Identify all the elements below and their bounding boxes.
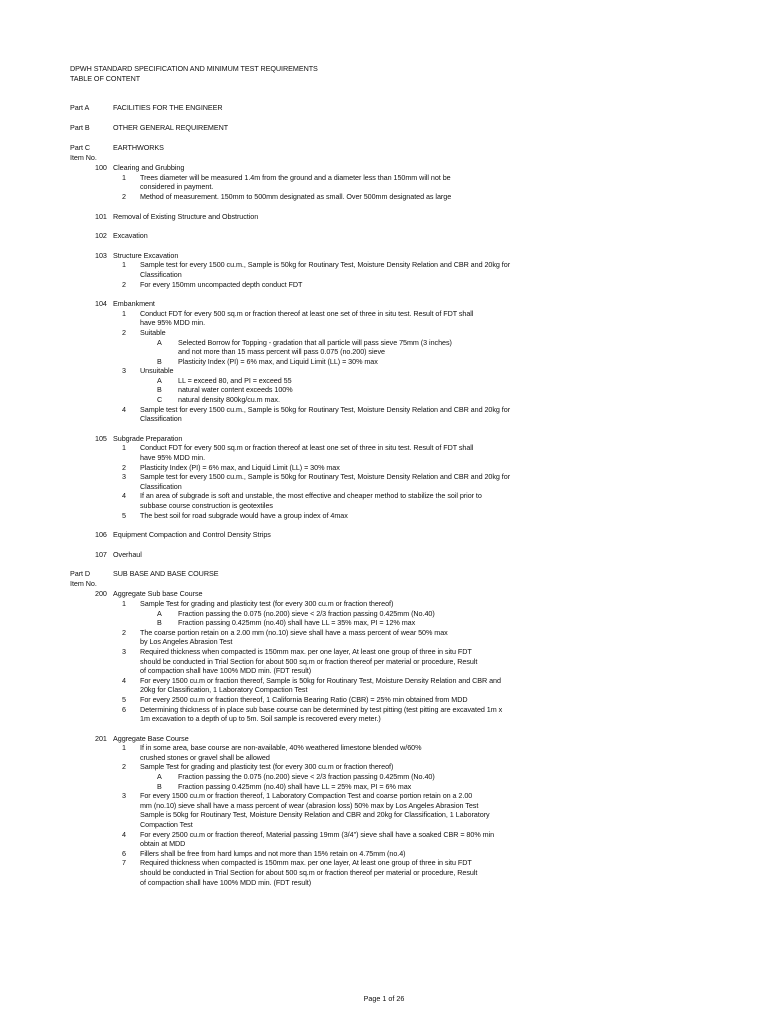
sub-item-text: Trees diameter will be measured 1.4m from the ground and a diameter less than 150mm will not be xyxy=(140,172,451,182)
sub-item-text: Conduct FDT for every 500 sq.m or fraction thereof at least one set of three in situ test. Result of FDT shall xyxy=(140,443,474,453)
sub-sub-item-letter: A xyxy=(157,375,162,385)
document-subtitle: TABLE OF CONTENT xyxy=(70,73,141,83)
item-number: 102 xyxy=(95,231,107,241)
item-title: Equipment Compaction and Control Density Strips xyxy=(113,530,271,540)
sub-sub-item xyxy=(70,395,710,405)
document-title: DPWH STANDARD SPECIFICATION AND MINIMUM TEST REQUIREMENTS xyxy=(70,64,318,73)
sub-item-number: 3 xyxy=(122,791,126,801)
sub-item-number: 2 xyxy=(122,462,126,472)
sub-item-text-cont: Compaction Test xyxy=(140,820,193,830)
part-name: EARTHWORKS xyxy=(113,143,164,153)
sub-sub-item-letter: B xyxy=(157,385,162,395)
sub-item xyxy=(70,599,710,609)
sub-item xyxy=(70,309,710,328)
sub-item xyxy=(70,762,710,772)
sub-item-text: For every 1500 cu.m or fraction thereof, Sample is 50kg for Routinary Test, Moisture Density Relation and CBR and xyxy=(140,675,501,685)
sub-item-text: For every 2500 cu.m or fraction thereof, Material passing 19mm (3/4") sieve shall have a soaked CBR = 80% min xyxy=(140,829,495,839)
sub-item-number: 6 xyxy=(122,848,126,858)
sub-sub-item-letter: B xyxy=(157,618,162,628)
item-title: Subgrade Preparation xyxy=(113,433,183,443)
sub-item-number: 1 xyxy=(122,260,126,270)
sub-item-number: 6 xyxy=(122,704,126,714)
item-101 xyxy=(70,212,710,222)
item-number: 106 xyxy=(95,530,107,540)
sub-item-number: 2 xyxy=(122,191,126,201)
sub-item-text-cont: obtain at MDD xyxy=(140,839,186,849)
sub-item-text-cont: of compaction shall have 100% MDD min. (FDT result) xyxy=(140,666,312,676)
part-d xyxy=(70,569,710,579)
sub-sub-item-letter: A xyxy=(157,772,162,782)
sub-item-number: 1 xyxy=(122,308,126,318)
sub-item xyxy=(70,260,710,279)
sub-item-text: Method of measurement. 150mm to 500mm designated as small. Over 500mm designated as large xyxy=(140,191,452,201)
item-title: Overhaul xyxy=(113,549,142,559)
sub-item-text: If in some area, base course are non-available, 40% weathered limestone blended w/60% xyxy=(140,743,422,753)
sub-sub-item-letter: A xyxy=(157,337,162,347)
sub-item-text: Required thickness when compacted is 150mm max. per one layer, At least one group of three in situ FDT xyxy=(140,858,472,868)
sub-sub-item-text: LL = exceed 80, and PI = exceed 55 xyxy=(178,375,292,385)
item-105 xyxy=(70,434,710,444)
sub-item-text-cont: have 95% MDD min. xyxy=(140,318,206,328)
sub-item xyxy=(70,830,710,849)
item-103 xyxy=(70,251,710,261)
item-number: 100 xyxy=(95,163,107,173)
sub-sub-item-text: Fraction passing 0.425mm (no.40) shall have LL = 25% max, PI = 6% max xyxy=(178,781,412,791)
item-201 xyxy=(70,734,710,744)
sub-item xyxy=(70,192,710,202)
sub-sub-item xyxy=(70,782,710,792)
sub-item-number: 2 xyxy=(122,327,126,337)
item-title: Clearing and Grubbing xyxy=(113,163,185,173)
sub-item xyxy=(70,463,710,473)
item-102 xyxy=(70,231,710,241)
sub-item-text: Suitable xyxy=(140,327,166,337)
sub-item xyxy=(70,647,710,676)
sub-item-text: Sample Test for grading and plasticity test (for every 300 cu.m or fraction thereof) xyxy=(140,598,394,608)
sub-sub-item-letter: B xyxy=(157,781,162,791)
sub-item-text: For every 1500 cu.m or fraction thereof, 1 Laboratory Compaction Test and coarse portion retain on a 2.00 xyxy=(140,791,473,801)
sub-item-text: Sample test for every 1500 cu.m., Sample is 50kg for Routinary Test, Moisture Density Relation and CBR and 20kg for xyxy=(140,472,511,482)
item-title: Excavation xyxy=(113,231,148,241)
sub-item-number: 2 xyxy=(122,627,126,637)
item-100 xyxy=(70,163,710,173)
sub-item xyxy=(70,628,710,647)
sub-item-text: For every 2500 cu.m or fraction thereof, 1 California Bearing Ratio (CBR) = 25% min obtained from MDD xyxy=(140,694,468,704)
sub-item-text: For every 150mm uncompacted depth conduct FDT xyxy=(140,279,303,289)
sub-item-number: 4 xyxy=(122,404,126,414)
sub-sub-item xyxy=(70,618,710,628)
sub-sub-item-text: natural density 800kg/cu.m max. xyxy=(178,395,280,405)
sub-item-text: Plasticity Index (PI) = 6% max, and Liquid Limit (LL) = 30% max xyxy=(140,462,340,472)
part-code: Part C xyxy=(70,143,91,153)
sub-sub-item-text: Fraction passing 0.425mm (no.40) shall have LL = 35% max, PI = 12% max xyxy=(178,618,416,628)
item-title: Removal of Existing Structure and Obstruction xyxy=(113,211,259,221)
sub-item-number: 3 xyxy=(122,646,126,656)
sub-sub-item xyxy=(70,609,710,619)
sub-item-text: Sample test for every 1500 cu.m., Sample is 50kg for Routinary Test, Moisture Density Relation and CBR and 20kg for xyxy=(140,260,511,270)
sub-sub-item-letter: A xyxy=(157,608,162,618)
sub-item-text-cont: by Los Angeles Abrasion Test xyxy=(140,637,233,647)
sub-item xyxy=(70,743,710,762)
item-106 xyxy=(70,530,710,540)
sub-item xyxy=(70,705,710,724)
sub-sub-item xyxy=(70,772,710,782)
sub-item xyxy=(70,695,710,705)
sub-sub-item-letter: C xyxy=(157,395,163,405)
sub-item-text-cont: should be conducted in Trial Section for about 500 sq.m or fraction thereof per material or procedure, Result xyxy=(140,656,478,666)
sub-sub-item xyxy=(70,338,710,357)
part-name: OTHER GENERAL REQUIREMENT xyxy=(113,123,229,133)
item-no-label: Item No. xyxy=(70,579,97,589)
part-b xyxy=(70,123,710,133)
sub-item xyxy=(70,858,710,887)
sub-item xyxy=(70,366,710,376)
sub-sub-item-letter: B xyxy=(157,356,162,366)
part-a xyxy=(70,103,710,113)
sub-sub-item-text: Fraction passing the 0.075 (no.200) sieve < 2/3 fraction passing 0.425mm (No.40) xyxy=(178,608,435,618)
sub-item-text-cont: Sample is 50kg for Routinary Test, Moisture Density Relation and CBR and 20kg for Classification, 1 Laboratory xyxy=(140,810,490,820)
sub-item-text-cont: crushed stones or gravel shall be allowed xyxy=(140,752,270,762)
sub-item xyxy=(70,511,710,521)
sub-item-text-cont: 20kg for Classification, 1 Laboratory Compaction Test xyxy=(140,685,308,695)
sub-item xyxy=(70,849,710,859)
sub-sub-item xyxy=(70,357,710,367)
sub-item-text-cont: Classification xyxy=(140,481,182,491)
sub-item-text: Determining thickness of in place sub base course can be determined by test pitting (test pitting are excavated 1m x xyxy=(140,704,503,714)
part-c xyxy=(70,143,710,153)
item-107 xyxy=(70,550,710,560)
item-number: 200 xyxy=(95,589,107,599)
sub-item xyxy=(70,472,710,491)
sub-sub-item-text: Selected Borrow for Topping - gradation that all particle will pass sieve 75mm (3 inches) xyxy=(178,337,452,347)
sub-item-text: If an area of subgrade is soft and unstable, the most effective and cheaper method to stabilize the soil prior to xyxy=(140,491,482,501)
sub-item-text: Sample test for every 1500 cu.m., Sample is 50kg for Routinary Test, Moisture Density Relation and CBR and 20kg for xyxy=(140,404,511,414)
sub-item-text-cont: mm (no.10) sieve shall have a mass percent of wear (abrasion loss) 50% max by Los Angeles Abrasion Test xyxy=(140,800,479,810)
page-number: Page 1 of 26 xyxy=(363,994,405,1003)
item-title: Aggregate Base Course xyxy=(113,733,189,743)
item-number: 107 xyxy=(95,549,107,559)
sub-sub-item-text: Plasticity Index (PI) = 6% max, and Liquid Limit (LL) = 30% max xyxy=(178,356,378,366)
document-body xyxy=(70,64,710,887)
sub-item-text: Unsuitable xyxy=(140,366,174,376)
item-number: 201 xyxy=(95,733,107,743)
part-name: SUB BASE AND BASE COURSE xyxy=(113,569,219,579)
sub-item-number: 1 xyxy=(122,443,126,453)
sub-item-number: 3 xyxy=(122,472,126,482)
sub-item-text-cont: subbase course construction is geotextiles xyxy=(140,501,273,510)
item-number: 103 xyxy=(95,250,107,260)
sub-item-text: The best soil for road subgrade would have a group index of 4max xyxy=(140,510,348,520)
sub-item-text-cont: Classification xyxy=(140,414,182,424)
sub-item-text-cont: of compaction shall have 100% MDD min. (FDT result) xyxy=(140,877,312,887)
item-number: 101 xyxy=(95,211,107,221)
sub-item xyxy=(70,280,710,290)
sub-item xyxy=(70,173,710,192)
sub-item xyxy=(70,791,710,829)
sub-item-text: The coarse portion retain on a 2.00 mm (no.10) sieve shall have a mass percent of wear 50% max xyxy=(140,627,448,637)
sub-sub-item-text: Fraction passing the 0.075 (no.200) sieve < 2/3 fraction passing 0.425mm (No.40) xyxy=(178,772,435,782)
sub-item-text-cont: Classification xyxy=(140,269,182,279)
sub-sub-item xyxy=(70,376,710,386)
part-code: Part A xyxy=(70,103,90,113)
sub-item-text-cont: have 95% MDD min. xyxy=(140,453,206,463)
item-200 xyxy=(70,589,710,599)
sub-item xyxy=(70,443,710,462)
item-no-label: Item No. xyxy=(70,153,97,163)
sub-item-text-cont: should be conducted in Trial Section for about 500 sq.m or fraction thereof per material or procedure, Result xyxy=(140,868,478,877)
sub-item-text-cont: considered in payment. xyxy=(140,182,214,192)
item-title: Aggregate Sub base Course xyxy=(113,589,203,599)
item-104 xyxy=(70,299,710,309)
sub-item-number: 1 xyxy=(122,172,126,182)
sub-item-number: 1 xyxy=(122,743,126,753)
sub-item-text: Conduct FDT for every 500 sq.m or fraction thereof at least one set of three in situ test. Result of FDT shall xyxy=(140,308,474,318)
item-title: Structure Excavation xyxy=(113,250,179,260)
sub-item xyxy=(70,676,710,695)
part-name: FACILITIES FOR THE ENGINEER xyxy=(113,103,223,113)
sub-item-number: 2 xyxy=(122,279,126,289)
sub-item xyxy=(70,405,710,424)
item-number: 105 xyxy=(95,433,107,443)
sub-sub-item-text-cont: and not more than 15 mass percent will pass 0.075 (no.200) sieve xyxy=(178,347,385,357)
sub-item-number: 4 xyxy=(122,675,126,685)
part-code: Part D xyxy=(70,569,91,579)
sub-item-number: 7 xyxy=(122,858,126,868)
sub-item-number: 4 xyxy=(122,829,126,839)
part-code: Part B xyxy=(70,123,90,133)
sub-item-number: 3 xyxy=(122,366,126,376)
sub-item-number: 4 xyxy=(122,491,126,501)
sub-item xyxy=(70,491,710,510)
sub-sub-item-text: natural water content exceeds 100% xyxy=(178,385,293,395)
sub-item-text: Sample Test for grading and plasticity test (for every 300 cu.m or fraction thereof) xyxy=(140,762,394,772)
sub-item-number: 2 xyxy=(122,762,126,772)
sub-item-number: 1 xyxy=(122,598,126,608)
sub-item-text: Fillers shall be free from hard lumps and not more than 15% retain on 4.75mm (no.4) xyxy=(140,848,406,858)
sub-item-text: Required thickness when compacted is 150mm max. per one layer, At least one group of three in situ FDT xyxy=(140,646,472,656)
sub-item xyxy=(70,328,710,338)
sub-item-text-cont: 1m excavation to a depth of up to 5m. Soil sample is recovered every meter.) xyxy=(140,714,381,724)
item-title: Embankment xyxy=(113,299,155,309)
item-number: 104 xyxy=(95,299,107,309)
sub-item-number: 5 xyxy=(122,510,126,520)
sub-sub-item xyxy=(70,385,710,395)
sub-item-number: 5 xyxy=(122,694,126,704)
